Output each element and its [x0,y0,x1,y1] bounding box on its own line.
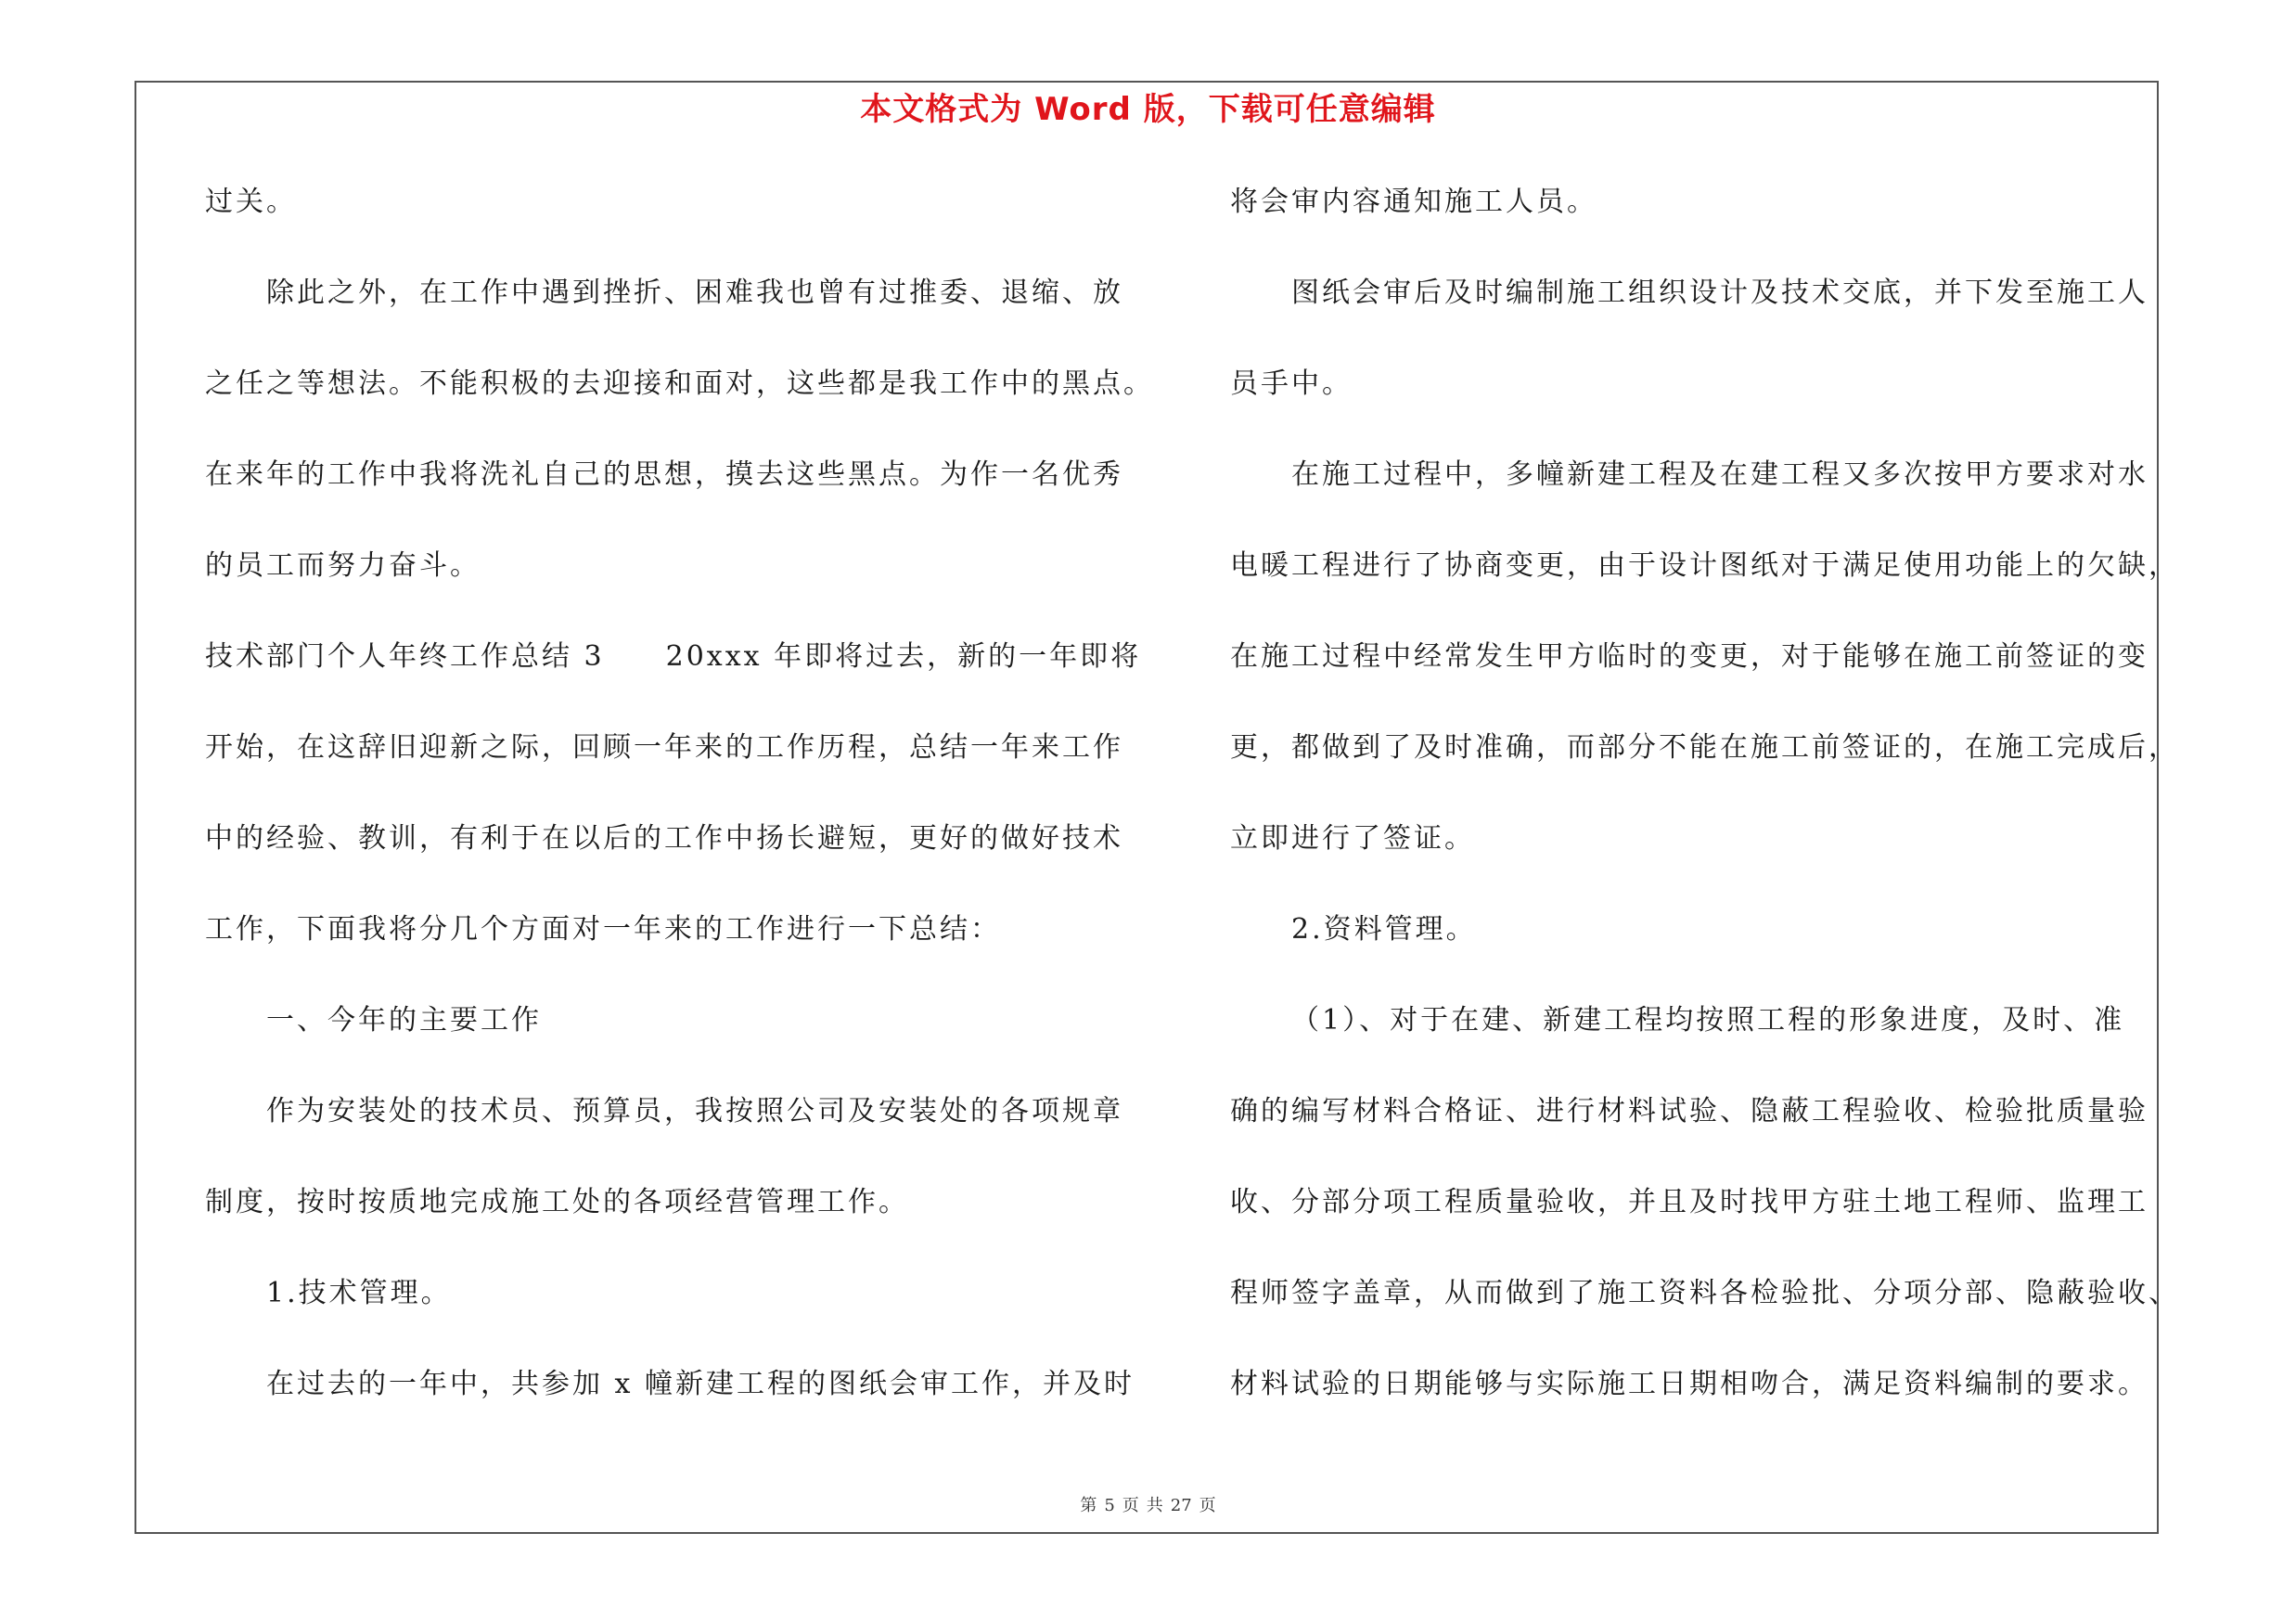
paragraph-line: 更，都做到了及时准确，而部分不能在施工前签证的，在施工完成后， [1230,731,2179,764]
paragraph-line: 作为安装处的技术员、预算员，我按照公司及安装处的各项规章 [266,1095,1123,1127]
paragraph-line: 在施工过程中经常发生甲方临时的变更，对于能够在施工前签证的变 [1230,640,2148,673]
footer-total-word: 共 [1146,1496,1163,1515]
format-notice-banner: 本文格式为 Word 版，下载可任意编辑 [860,91,1436,128]
paragraph-line: 确的编写材料合格证、进行材料试验、隐蔽工程验收、检验批质量验 [1230,1095,2148,1127]
paragraph-line: 之任之等想法。不能积极的去迎接和面对，这些都是我工作中的黑点。 [205,367,1154,400]
paragraph-line: 在施工过程中，多幢新建工程及在建工程又多次按甲方要求对水 [1291,458,2148,491]
paragraph-line: 立即进行了签证。 [1230,822,1475,855]
paragraph-line: 收、分部分项工程质量验收，并且及时找甲方驻土地工程师、监理工 [1230,1186,2148,1218]
paragraph-line: 材料试验的日期能够与实际施工日期相吻合，满足资料编制的要求。 [1230,1368,2148,1400]
total-page-count: 27 [1170,1496,1192,1515]
paragraph-line: 技术部门个人年终工作总结 3 20xxx 年即将过去，新的一年即将 [205,640,1142,673]
current-page-number: 5 [1104,1496,1115,1515]
paragraph-line: 开始，在这辞旧迎新之际，回顾一年来的工作历程，总结一年来工作 [205,731,1123,764]
page-number-footer [0,1495,2296,1517]
footer-page-word: 页 [1122,1496,1139,1515]
paragraph-line: 的员工而努力奋斗。 [205,549,481,582]
paragraph-line: （1）、对于在建、新建工程均按照工程的形象进度，及时、准 [1291,1004,2125,1037]
paragraph-line: 将会审内容通知施工人员。 [1230,186,1597,218]
paragraph-line: 员手中。 [1230,367,1353,400]
paragraph-line: 中的经验、教训，有利于在以后的工作中扬长避短，更好的做好技术 [205,822,1123,855]
section-heading: 1.技术管理。 [266,1277,452,1309]
paragraph-line: 电暖工程进行了协商变更，由于设计图纸对于满足使用功能上的欠缺， [1230,549,2179,582]
paragraph-line: 在过去的一年中，共参加 x 幢新建工程的图纸会审工作，并及时 [266,1368,1135,1400]
paragraph-line: 制度，按时按质地完成施工处的各项经营管理工作。 [205,1186,909,1218]
paragraph-line: 在来年的工作中我将洗礼自己的思想，摸去这些黑点。为作一名优秀 [205,458,1123,491]
section-heading: 2.资料管理。 [1291,913,1477,946]
paragraph-line: 除此之外，在工作中遇到挫折、困难我也曾有过推委、退缩、放 [266,277,1123,309]
section-heading: 一、今年的主要工作 [266,1004,542,1037]
paragraph-line: 过关。 [205,186,297,218]
footer-suffix: 页 [1199,1496,1216,1515]
paragraph-line: 图纸会审后及时编制施工组织设计及技术交底，并下发至施工人 [1291,277,2148,309]
paragraph-line: 程师签字盖章，从而做到了施工资料各检验批、分项分部、隐蔽验收、 [1230,1277,2179,1309]
footer-prefix: 第 [1080,1496,1097,1515]
paragraph-line: 工作，下面我将分几个方面对一年来的工作进行一下总结： [205,913,1001,946]
